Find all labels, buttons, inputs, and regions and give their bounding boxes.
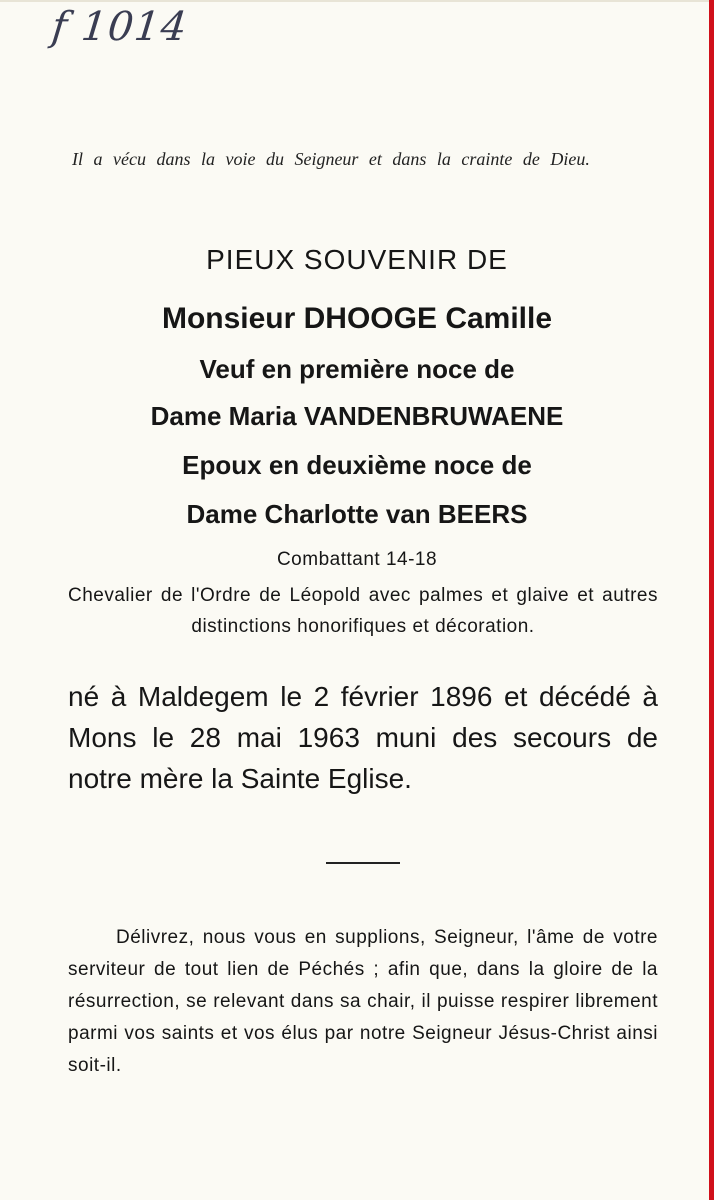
handwritten-archive-number: f 1014 (49, 4, 190, 50)
card-heading: PIEUX SOUVENIR DE (206, 244, 508, 275)
deceased-name: Monsieur DHOOGE Camille (161, 302, 553, 335)
separator-line (326, 862, 400, 864)
honours-text: Chevalier de l'Ordre de Léopold avec palmes et glaive et autres distinctions honorifiques et décoration. (68, 585, 658, 637)
second-marriage-label: Epoux en deuxième noce de (182, 450, 532, 480)
birth-death-text: né à Maldegem le 2 février 1896 et décédé à Mons le 28 mai 1963 muni des secours de notre mère la Sainte Eglise. (68, 681, 658, 794)
red-border-edge (709, 0, 714, 1200)
first-marriage-label: Veuf en première noce de (199, 354, 515, 384)
military-service: Combattant 14-18 (276, 549, 438, 570)
first-spouse-name: Dame Maria VANDENBRUWAENE (150, 401, 564, 431)
epigraph-text: Il a vécu dans la voie du Seigneur et dans la crainte de Dieu. (72, 149, 590, 169)
paper-top-edge (0, 0, 709, 2)
prayer-text: Délivrez, nous vous en supplions, Seigneur, l'âme de votre serviteur de tout lien de Péchés ; afin que, dans la gloire de la résurrection, se relevant dans sa chair, il puisse respirer librement parmi vos saints et vos élus par notre Seigneur Jésus-Christ ainsi soit-il. (68, 927, 658, 1076)
second-spouse-name: Dame Charlotte van BEERS (186, 499, 528, 529)
